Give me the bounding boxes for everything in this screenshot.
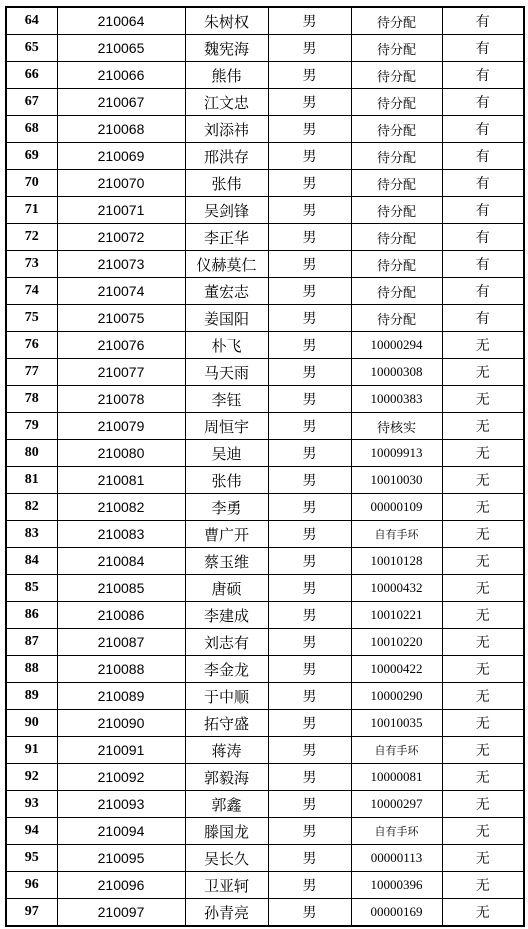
device-cell: 待核实 bbox=[351, 413, 442, 440]
gender-cell: 男 bbox=[268, 197, 351, 224]
device-cell: 自有手环 bbox=[351, 521, 442, 548]
row-number-cell: 97 bbox=[6, 899, 57, 927]
device-cell: 10010220 bbox=[351, 629, 442, 656]
member-id-cell: 210083 bbox=[57, 521, 185, 548]
row-number-cell: 89 bbox=[6, 683, 57, 710]
gender-cell: 男 bbox=[268, 872, 351, 899]
table-row bbox=[6, 332, 524, 359]
device-cell: 10009913 bbox=[351, 440, 442, 467]
device-cell: 10000297 bbox=[351, 791, 442, 818]
device-cell: 10000396 bbox=[351, 872, 442, 899]
device-cell: 00000113 bbox=[351, 845, 442, 872]
device-cell: 10010221 bbox=[351, 602, 442, 629]
table-row bbox=[6, 359, 524, 386]
device-cell: 待分配 bbox=[351, 143, 442, 170]
row-number-cell: 71 bbox=[6, 197, 57, 224]
status-cell: 有 bbox=[442, 116, 524, 143]
gender-cell: 男 bbox=[268, 764, 351, 791]
row-number-cell: 72 bbox=[6, 224, 57, 251]
row-number-cell: 88 bbox=[6, 656, 57, 683]
member-id-cell: 210089 bbox=[57, 683, 185, 710]
table-row bbox=[6, 170, 524, 197]
table-row bbox=[6, 467, 524, 494]
member-id-cell: 210074 bbox=[57, 278, 185, 305]
table-row bbox=[6, 386, 524, 413]
member-name-cell: 刘志有 bbox=[185, 629, 268, 656]
row-number-cell: 78 bbox=[6, 386, 57, 413]
device-cell: 10000290 bbox=[351, 683, 442, 710]
member-name-cell: 郭鑫 bbox=[185, 791, 268, 818]
device-cell: 待分配 bbox=[351, 170, 442, 197]
status-cell: 有 bbox=[442, 170, 524, 197]
member-id-cell: 210091 bbox=[57, 737, 185, 764]
member-name-cell: 李钰 bbox=[185, 386, 268, 413]
device-cell: 待分配 bbox=[351, 89, 442, 116]
status-cell: 无 bbox=[442, 413, 524, 440]
gender-cell: 男 bbox=[268, 818, 351, 845]
gender-cell: 男 bbox=[268, 737, 351, 764]
status-cell: 无 bbox=[442, 629, 524, 656]
device-cell: 10010128 bbox=[351, 548, 442, 575]
table-row bbox=[6, 7, 524, 35]
status-cell: 有 bbox=[442, 197, 524, 224]
row-number-cell: 96 bbox=[6, 872, 57, 899]
status-cell: 有 bbox=[442, 89, 524, 116]
row-number-cell: 65 bbox=[6, 35, 57, 62]
member-id-cell: 210081 bbox=[57, 467, 185, 494]
member-id-cell: 210094 bbox=[57, 818, 185, 845]
status-cell: 有 bbox=[442, 143, 524, 170]
status-cell: 无 bbox=[442, 899, 524, 927]
member-name-cell: 卫亚轲 bbox=[185, 872, 268, 899]
status-cell: 有 bbox=[442, 62, 524, 89]
member-id-cell: 210090 bbox=[57, 710, 185, 737]
table-row bbox=[6, 899, 524, 927]
row-number-cell: 70 bbox=[6, 170, 57, 197]
member-name-cell: 仪赫莫仁 bbox=[185, 251, 268, 278]
table-row bbox=[6, 521, 524, 548]
device-cell: 10000383 bbox=[351, 386, 442, 413]
member-id-cell: 210073 bbox=[57, 251, 185, 278]
status-cell: 无 bbox=[442, 656, 524, 683]
gender-cell: 男 bbox=[268, 224, 351, 251]
member-id-cell: 210097 bbox=[57, 899, 185, 927]
gender-cell: 男 bbox=[268, 521, 351, 548]
row-number-cell: 94 bbox=[6, 818, 57, 845]
row-number-cell: 93 bbox=[6, 791, 57, 818]
member-id-cell: 210066 bbox=[57, 62, 185, 89]
member-name-cell: 拓守盛 bbox=[185, 710, 268, 737]
table-row bbox=[6, 197, 524, 224]
member-id-cell: 210088 bbox=[57, 656, 185, 683]
table-row bbox=[6, 845, 524, 872]
member-name-cell: 郭毅海 bbox=[185, 764, 268, 791]
row-number-cell: 91 bbox=[6, 737, 57, 764]
gender-cell: 男 bbox=[268, 305, 351, 332]
gender-cell: 男 bbox=[268, 35, 351, 62]
status-cell: 有 bbox=[442, 35, 524, 62]
member-name-cell: 邢洪存 bbox=[185, 143, 268, 170]
member-id-cell: 210084 bbox=[57, 548, 185, 575]
gender-cell: 男 bbox=[268, 656, 351, 683]
member-name-cell: 吴长久 bbox=[185, 845, 268, 872]
status-cell: 有 bbox=[442, 251, 524, 278]
member-id-cell: 210092 bbox=[57, 764, 185, 791]
table-row bbox=[6, 683, 524, 710]
device-cell: 待分配 bbox=[351, 62, 442, 89]
status-cell: 无 bbox=[442, 818, 524, 845]
table-row bbox=[6, 656, 524, 683]
row-number-cell: 77 bbox=[6, 359, 57, 386]
table-row bbox=[6, 278, 524, 305]
table-row bbox=[6, 62, 524, 89]
table-row bbox=[6, 35, 524, 62]
status-cell: 无 bbox=[442, 494, 524, 521]
device-cell: 10000081 bbox=[351, 764, 442, 791]
row-number-cell: 67 bbox=[6, 89, 57, 116]
table-row bbox=[6, 224, 524, 251]
status-cell: 无 bbox=[442, 332, 524, 359]
gender-cell: 男 bbox=[268, 629, 351, 656]
table-row bbox=[6, 575, 524, 602]
gender-cell: 男 bbox=[268, 359, 351, 386]
member-name-cell: 李建成 bbox=[185, 602, 268, 629]
member-name-cell: 马天雨 bbox=[185, 359, 268, 386]
status-cell: 无 bbox=[442, 521, 524, 548]
status-cell: 无 bbox=[442, 845, 524, 872]
gender-cell: 男 bbox=[268, 413, 351, 440]
row-number-cell: 84 bbox=[6, 548, 57, 575]
member-name-cell: 刘添祎 bbox=[185, 116, 268, 143]
status-cell: 有 bbox=[442, 278, 524, 305]
device-cell: 10000422 bbox=[351, 656, 442, 683]
status-cell: 无 bbox=[442, 548, 524, 575]
table-row bbox=[6, 548, 524, 575]
row-number-cell: 68 bbox=[6, 116, 57, 143]
member-id-cell: 210071 bbox=[57, 197, 185, 224]
gender-cell: 男 bbox=[268, 116, 351, 143]
member-id-cell: 210076 bbox=[57, 332, 185, 359]
gender-cell: 男 bbox=[268, 62, 351, 89]
row-number-cell: 83 bbox=[6, 521, 57, 548]
member-name-cell: 孙青亮 bbox=[185, 899, 268, 927]
gender-cell: 男 bbox=[268, 575, 351, 602]
gender-cell: 男 bbox=[268, 899, 351, 927]
member-name-cell: 董宏志 bbox=[185, 278, 268, 305]
gender-cell: 男 bbox=[268, 440, 351, 467]
gender-cell: 男 bbox=[268, 7, 351, 35]
status-cell: 无 bbox=[442, 467, 524, 494]
table-row bbox=[6, 116, 524, 143]
member-name-cell: 张伟 bbox=[185, 170, 268, 197]
gender-cell: 男 bbox=[268, 548, 351, 575]
row-number-cell: 76 bbox=[6, 332, 57, 359]
device-cell: 10000308 bbox=[351, 359, 442, 386]
device-cell: 待分配 bbox=[351, 251, 442, 278]
row-number-cell: 80 bbox=[6, 440, 57, 467]
status-cell: 无 bbox=[442, 737, 524, 764]
gender-cell: 男 bbox=[268, 332, 351, 359]
table-row bbox=[6, 737, 524, 764]
table-row bbox=[6, 872, 524, 899]
member-id-cell: 210079 bbox=[57, 413, 185, 440]
device-cell: 00000109 bbox=[351, 494, 442, 521]
device-cell: 待分配 bbox=[351, 224, 442, 251]
member-id-cell: 210065 bbox=[57, 35, 185, 62]
roster-table-body bbox=[6, 7, 524, 926]
row-number-cell: 85 bbox=[6, 575, 57, 602]
device-cell: 待分配 bbox=[351, 278, 442, 305]
gender-cell: 男 bbox=[268, 278, 351, 305]
device-cell: 待分配 bbox=[351, 116, 442, 143]
row-number-cell: 74 bbox=[6, 278, 57, 305]
table-row bbox=[6, 791, 524, 818]
member-id-cell: 210093 bbox=[57, 791, 185, 818]
table-row bbox=[6, 710, 524, 737]
member-id-cell: 210064 bbox=[57, 7, 185, 35]
status-cell: 无 bbox=[442, 683, 524, 710]
member-id-cell: 210075 bbox=[57, 305, 185, 332]
table-row bbox=[6, 413, 524, 440]
gender-cell: 男 bbox=[268, 143, 351, 170]
status-cell: 有 bbox=[442, 7, 524, 35]
gender-cell: 男 bbox=[268, 710, 351, 737]
member-id-cell: 210072 bbox=[57, 224, 185, 251]
device-cell: 10000432 bbox=[351, 575, 442, 602]
roster-table bbox=[5, 6, 525, 927]
member-name-cell: 曹广开 bbox=[185, 521, 268, 548]
table-row bbox=[6, 494, 524, 521]
status-cell: 无 bbox=[442, 791, 524, 818]
device-cell: 待分配 bbox=[351, 305, 442, 332]
device-cell: 10010035 bbox=[351, 710, 442, 737]
member-name-cell: 滕国龙 bbox=[185, 818, 268, 845]
gender-cell: 男 bbox=[268, 845, 351, 872]
row-number-cell: 81 bbox=[6, 467, 57, 494]
gender-cell: 男 bbox=[268, 467, 351, 494]
table-row bbox=[6, 251, 524, 278]
gender-cell: 男 bbox=[268, 251, 351, 278]
status-cell: 无 bbox=[442, 359, 524, 386]
member-name-cell: 唐硕 bbox=[185, 575, 268, 602]
member-id-cell: 210070 bbox=[57, 170, 185, 197]
gender-cell: 男 bbox=[268, 494, 351, 521]
member-name-cell: 朱树权 bbox=[185, 7, 268, 35]
member-name-cell: 吴迪 bbox=[185, 440, 268, 467]
member-id-cell: 210080 bbox=[57, 440, 185, 467]
device-cell: 待分配 bbox=[351, 7, 442, 35]
member-name-cell: 江文忠 bbox=[185, 89, 268, 116]
gender-cell: 男 bbox=[268, 89, 351, 116]
row-number-cell: 66 bbox=[6, 62, 57, 89]
status-cell: 无 bbox=[442, 872, 524, 899]
gender-cell: 男 bbox=[268, 791, 351, 818]
gender-cell: 男 bbox=[268, 386, 351, 413]
device-cell: 待分配 bbox=[351, 197, 442, 224]
row-number-cell: 87 bbox=[6, 629, 57, 656]
device-cell: 00000169 bbox=[351, 899, 442, 927]
row-number-cell: 75 bbox=[6, 305, 57, 332]
status-cell: 无 bbox=[442, 710, 524, 737]
status-cell: 无 bbox=[442, 602, 524, 629]
table-row bbox=[6, 602, 524, 629]
member-name-cell: 魏宪海 bbox=[185, 35, 268, 62]
status-cell: 无 bbox=[442, 575, 524, 602]
member-id-cell: 210069 bbox=[57, 143, 185, 170]
row-number-cell: 90 bbox=[6, 710, 57, 737]
device-cell: 待分配 bbox=[351, 35, 442, 62]
table-row bbox=[6, 440, 524, 467]
member-name-cell: 李正华 bbox=[185, 224, 268, 251]
row-number-cell: 69 bbox=[6, 143, 57, 170]
status-cell: 无 bbox=[442, 440, 524, 467]
gender-cell: 男 bbox=[268, 602, 351, 629]
row-number-cell: 92 bbox=[6, 764, 57, 791]
status-cell: 无 bbox=[442, 386, 524, 413]
device-cell: 自有手环 bbox=[351, 818, 442, 845]
member-name-cell: 朴飞 bbox=[185, 332, 268, 359]
member-name-cell: 蔡玉维 bbox=[185, 548, 268, 575]
row-number-cell: 73 bbox=[6, 251, 57, 278]
member-id-cell: 210086 bbox=[57, 602, 185, 629]
status-cell: 有 bbox=[442, 224, 524, 251]
device-cell: 10000294 bbox=[351, 332, 442, 359]
member-name-cell: 张伟 bbox=[185, 467, 268, 494]
member-name-cell: 李勇 bbox=[185, 494, 268, 521]
row-number-cell: 95 bbox=[6, 845, 57, 872]
member-id-cell: 210085 bbox=[57, 575, 185, 602]
member-name-cell: 于中顺 bbox=[185, 683, 268, 710]
roster-table-container bbox=[5, 6, 523, 927]
member-name-cell: 姜国阳 bbox=[185, 305, 268, 332]
gender-cell: 男 bbox=[268, 683, 351, 710]
gender-cell: 男 bbox=[268, 170, 351, 197]
table-row bbox=[6, 818, 524, 845]
table-row bbox=[6, 629, 524, 656]
table-row bbox=[6, 305, 524, 332]
member-name-cell: 李金龙 bbox=[185, 656, 268, 683]
row-number-cell: 79 bbox=[6, 413, 57, 440]
member-id-cell: 210068 bbox=[57, 116, 185, 143]
member-id-cell: 210096 bbox=[57, 872, 185, 899]
member-id-cell: 210077 bbox=[57, 359, 185, 386]
row-number-cell: 82 bbox=[6, 494, 57, 521]
member-name-cell: 蒋涛 bbox=[185, 737, 268, 764]
status-cell: 有 bbox=[442, 305, 524, 332]
member-name-cell: 周恒宇 bbox=[185, 413, 268, 440]
table-row bbox=[6, 89, 524, 116]
member-id-cell: 210087 bbox=[57, 629, 185, 656]
status-cell: 无 bbox=[442, 764, 524, 791]
member-id-cell: 210082 bbox=[57, 494, 185, 521]
member-id-cell: 210095 bbox=[57, 845, 185, 872]
member-name-cell: 熊伟 bbox=[185, 62, 268, 89]
row-number-cell: 64 bbox=[6, 7, 57, 35]
table-row bbox=[6, 764, 524, 791]
table-row bbox=[6, 143, 524, 170]
device-cell: 10010030 bbox=[351, 467, 442, 494]
row-number-cell: 86 bbox=[6, 602, 57, 629]
member-id-cell: 210067 bbox=[57, 89, 185, 116]
member-name-cell: 吴剑锋 bbox=[185, 197, 268, 224]
device-cell: 自有手环 bbox=[351, 737, 442, 764]
member-id-cell: 210078 bbox=[57, 386, 185, 413]
